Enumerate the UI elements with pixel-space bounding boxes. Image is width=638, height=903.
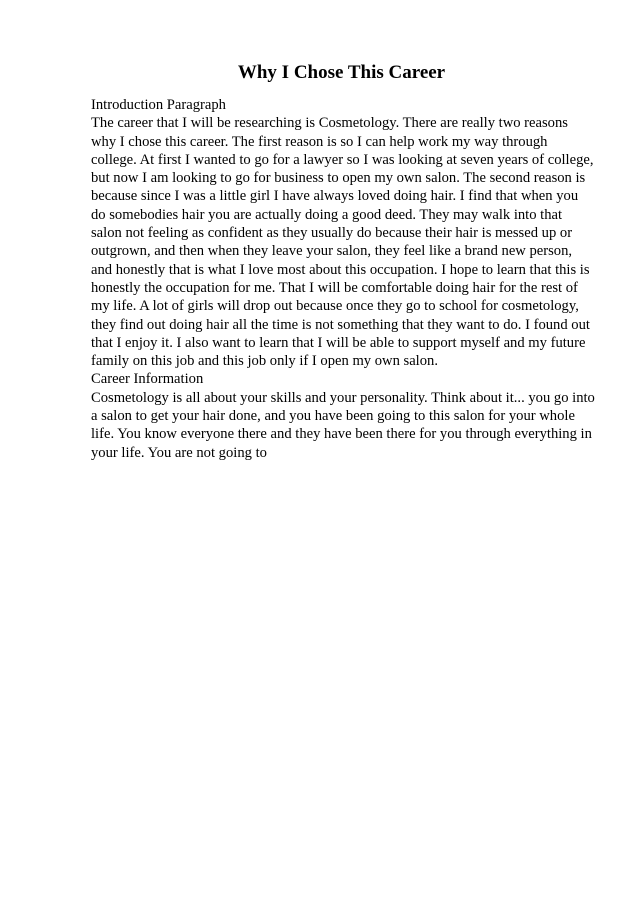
document-title: Why I Chose This Career <box>237 62 446 83</box>
section-text-introduction: The career that I will be researching is Cosmetology. There are really two reasons why I chose this career. The first reason is so I can help work my way through college. At first I wanted to go for a lawyer so I was looking at seven years of college, but now I am looking to go for business to open my own salon. The second reason is because since I was a little girl I have always loved doing hair. I find that when you do somebodies hair you are actually doing a good deed. They may walk into that salon not feeling as confident as they usually do because their hair is messed up or outgrown, and then when they leave your salon, they feel like a brand new person, and honestly that is what I love most about this occupation. I hope to learn that this is honestly the occupation for me. That I will be comfortable doing hair for the rest of my life. A lot of girls will drop out because once they go to school for cosmetology, they find out doing hair all the time is not something that they want to do. I found out that I enjoy it. I also want to learn that I will be able to support myself and my future family on this job and this job only if I open my own salon. <box>91 115 594 370</box>
section-heading-career-information: Career Information <box>91 371 204 388</box>
document-body <box>91 96 596 462</box>
section-text-career-information: Cosmetology is all about your skills and your personality. Think about it... you go into a salon to get your hair done, and you have been going to this salon for your whole life. You know everyone there and they have been there for you through everything in your life. You are not going to <box>91 389 595 461</box>
section-heading-introduction: Introduction Paragraph <box>91 97 226 113</box>
